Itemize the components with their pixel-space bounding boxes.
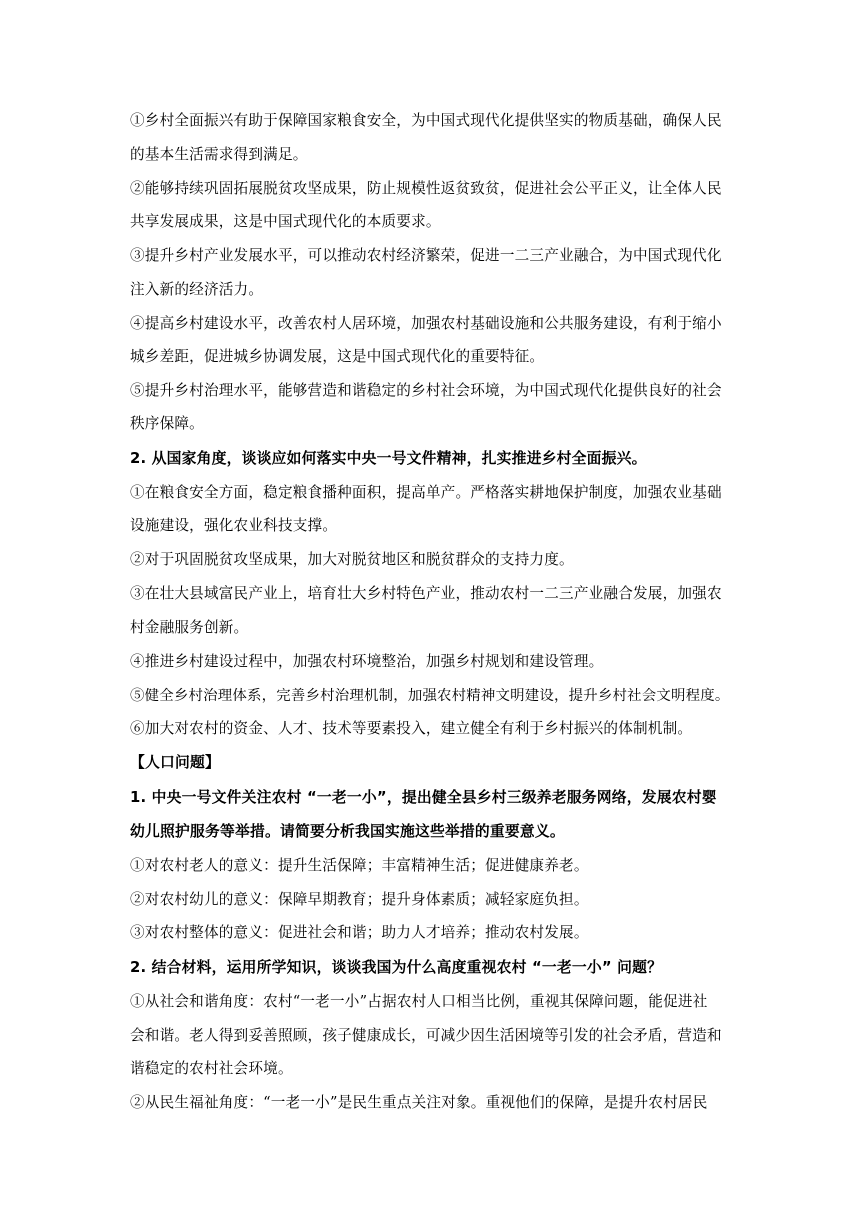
q2-item2: ②对于巩固脱贫攻坚成果，加大对脱贫地区和脱贫群众的支持力度。 [130, 551, 574, 568]
pop-q2-item1-line1: ①从社会和谐角度：农村“一老一小”占据农村人口相当比例，重视其保障问题，能促进社 [130, 993, 708, 1010]
s1-item1-line2: 的基本生活需求得到满足。 [130, 146, 308, 163]
q2-item1-line1: ①在粮食安全方面，稳定粮食播种面积，提高单产。严格落实耕地保护制度，加强农业基础 [130, 484, 722, 501]
s1-item3-line2: 注入新的经济活力。 [130, 281, 264, 298]
section-title-population: 【人口问题】 [130, 754, 220, 771]
q2-item4: ④推进乡村建设过程中，加强农村环境整治，加强乡村规划和建设管理。 [130, 653, 604, 670]
s1-item4-line1: ④提高乡村建设水平，改善农村人居环境，加强农村基础设施和公共服务建设，有利于缩小 [130, 315, 722, 332]
s1-item5-line1: ⑤提升乡村治理水平，能够营造和谐稳定的乡村社会环境，为中国式现代化提供良好的社会 [130, 382, 722, 399]
q2-heading: 2. 从国家角度，谈谈应如何落实中央一号文件精神，扎实推进乡村全面振兴。 [130, 450, 647, 467]
pop-q2-heading: 2. 结合材料，运用所学知识，谈谈我国为什么高度重视农村 “一老一小” 问题？ [130, 959, 663, 976]
s1-item2-line2: 共享发展成果，这是中国式现代化的本质要求。 [130, 213, 441, 230]
s1-item5-line2: 秩序保障。 [130, 415, 204, 432]
pop-q1-line2: 幼儿照护服务等举措。请简要分析我国实施这些举措的重要意义。 [130, 823, 565, 840]
q2-item5: ⑤健全乡村治理体系，完善乡村治理机制，加强农村精神文明建设，提升乡村社会文明程度。 [130, 688, 730, 704]
pop-q1-line1: 1. 中央一号文件关注农村 “一老一小”，提出健全县乡村三级养老服务网络，发展农村婴 [130, 789, 717, 806]
pop-q2-item2-line1: ②从民生福祉角度：“一老一小”是民生重点关注对象。重视他们的保障，是提升农村居民 [130, 1094, 708, 1111]
s1-item1-line1: ①乡村全面振兴有助于保障国家粮食安全，为中国式现代化提供坚实的物质基础，确保人民 [130, 112, 722, 129]
s1-item3-line1: ③提升乡村产业发展水平，可以推动农村经济繁荣，促进一二三产业融合，为中国式现代化 [130, 247, 722, 264]
s1-item2-line1: ②能够持续巩固拓展脱贫攻坚成果，防止规模性返贫致贫，促进社会公平正义，让全体人民 [130, 180, 722, 197]
pop-q1-item1: ①对农村老人的意义：提升生活保障；丰富精神生活；促进健康养老。 [130, 857, 589, 874]
pop-q2-item1-line2: 会和谐。老人得到妥善照顾，孩子健康成长，可减少因生活困境等引发的社会矛盾，营造和 [130, 1027, 722, 1044]
pop-q2-item1-line3: 谐稳定的农村社会环境。 [130, 1060, 293, 1077]
q2-item3-line2: 村金融服务创新。 [130, 619, 249, 636]
q2-item6: ⑥加大对农村的资金、人才、技术等要素投入，建立健全有利于乡村振兴的体制机制。 [130, 720, 693, 737]
q2-item1-line2: 设施建设，强化农业科技支撑。 [130, 517, 338, 534]
q2-item3-line1: ③在壮大县域富民产业上，培育壮大乡村特色产业，推动农村一二三产业融合发展，加强农 [130, 585, 722, 602]
pop-q1-item2: ②对农村幼儿的意义：保障早期教育；提升身体素质；减轻家庭负担。 [130, 891, 589, 908]
pop-q1-item3: ③对农村整体的意义：促进社会和谐；助力人才培养；推动农村发展。 [130, 924, 589, 941]
s1-item4-line2: 城乡差距，促进城乡协调发展，这是中国式现代化的重要特征。 [130, 348, 545, 365]
